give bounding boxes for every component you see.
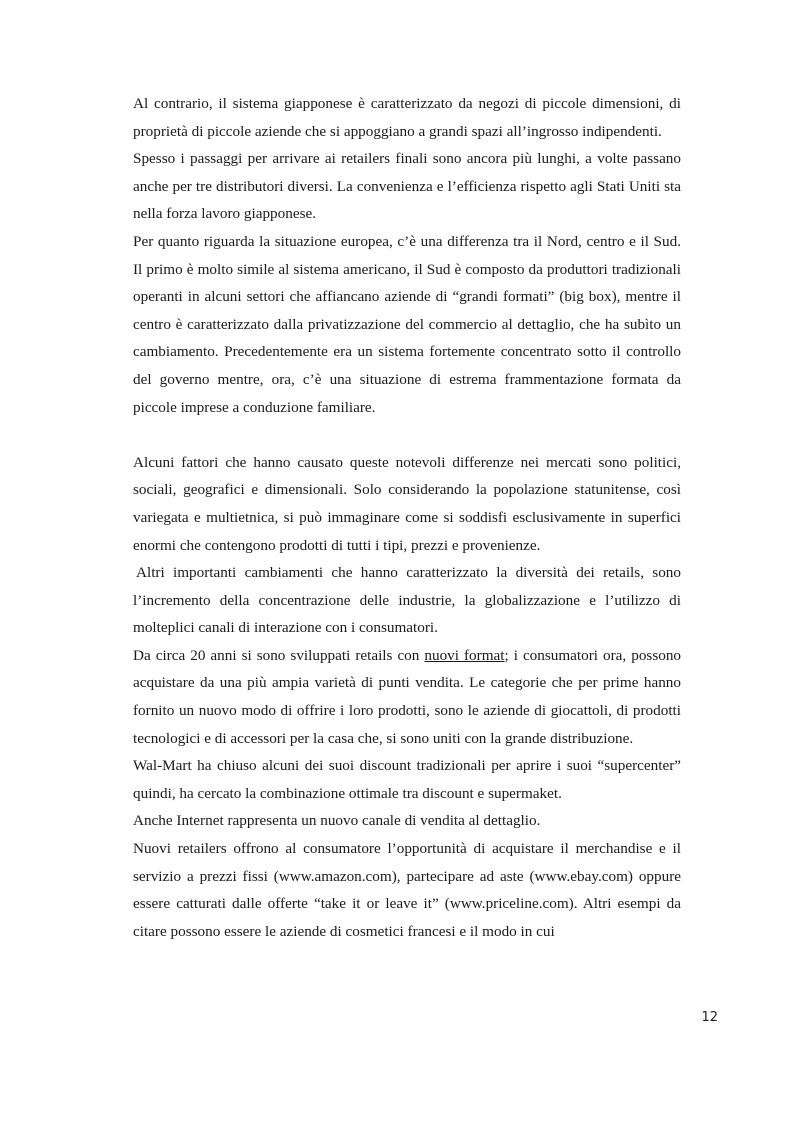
paragraph-walmart: Wal-Mart ha chiuso alcuni dei suoi discount tradizionali per aprire i suoi “supercenter” quindi, ha cercato la combinazione ottimale tra discount e supermaket. [133, 757, 681, 802]
new-formats-text-before: Da circa 20 anni si sono sviluppati retails con [133, 646, 425, 664]
paragraph-internet: Anche Internet rappresenta un nuovo canale di vendita al dettaglio. [133, 812, 541, 830]
paragraph-distribution: Spesso i passaggi per arrivare ai retailers finali sono ancora più lunghi, a volte passano anche per tre distributori diversi. La convenienza e l’efficienza rispetto agli Stati Uniti sta nella forza lavoro giapponese. [133, 150, 681, 223]
paragraph-factors: Alcuni fattori che hanno causato queste notevoli differenze nei mercati sono politici, sociali, geografici e dimensionali. Solo considerando la popolazione statunitense, così variegata e multietnica, si può immaginare come si soddisfi esclusivamente in superfici enormi che contengono prodotti di tutti i tipi, prezzi e provenienze. [133, 453, 681, 554]
paragraph-europe: Per quanto riguarda la situazione europea, c’è una differenza tra il Nord, centro e il Sud. Il primo è molto simile al sistema americano, il Sud è composto da produttori tradizionali operanti in alcuni settori che affiancano aziende di “grandi formati” (big box), mentre il centro è caratterizzato dalla privatizzazione del commercio al dettaglio, che ha subìto un cambiamento. Precedentemente era un sistema fortemente concentrato sotto il controllo del governo mentre, ora, c’è una situazione di estrema frammentazione formata da piccole imprese a conduzione familiare. [133, 232, 681, 416]
paragraph-japan: Al contrario, il sistema giapponese è caratterizzato da negozi di piccole dimensioni, di proprietà di piccole aziende che si appoggiano a grandi spazi all’ingrosso indipendenti. [133, 95, 681, 140]
paragraph-changes: Altri importanti cambiamenti che hanno caratterizzato la diversità dei retails, sono l’incremento della concentrazione delle industrie, la globalizzazione e l’utilizzo di molteplici canali di interazione con i consumatori. [133, 564, 681, 637]
new-formats-underlined: nuovi format [424, 646, 505, 664]
new-formats-text-after: ; i consumatori ora, possono acquistare da una più ampia varietà di punti vendita. Le categorie che per prime hanno fornito un nuovo modo di offrire i loro prodotti, sono le aziende di giocattoli, di prodotti tecnologici e di accessori per la casa che, si sono uniti con la grande distribuzione. [133, 646, 682, 747]
paragraph-new-retailers: Nuovi retailers offrono al consumatore l’opportunità di acquistare il merchandise e il servizio a prezzi fissi (www.amazon.com), partecipare ad aste (www.ebay.com) oppure essere catturati dalle offerte “take it or leave it” (www.priceline.com). Altri esempi da citare possono essere le aziende di cosmetici francesi e il modo in cui [133, 840, 681, 940]
paragraph-new-formats [133, 642, 681, 752]
body-text [133, 90, 681, 945]
page-number: 12 [701, 1010, 718, 1025]
